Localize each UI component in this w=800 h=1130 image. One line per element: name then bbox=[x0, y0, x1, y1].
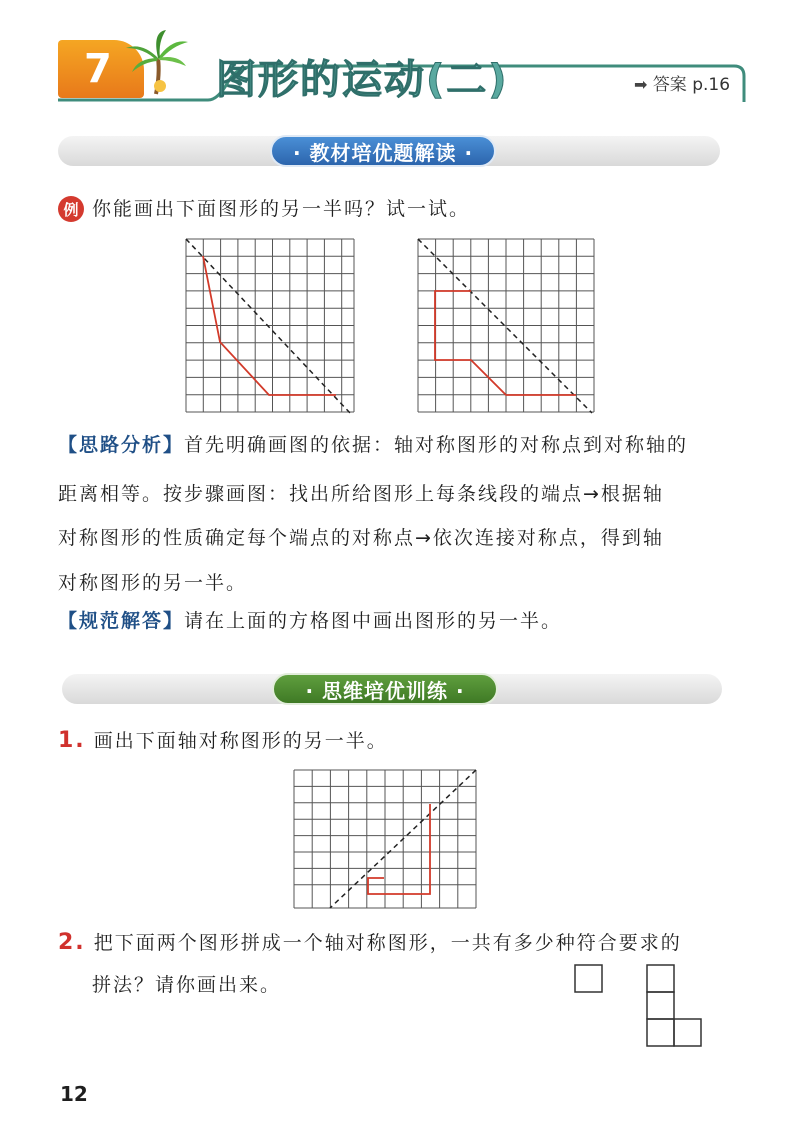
exercise-1-grid bbox=[290, 766, 480, 912]
single-square-shape bbox=[575, 965, 602, 992]
grid-lines bbox=[294, 770, 476, 908]
analysis-label: 【思路分析】 bbox=[58, 434, 185, 456]
answer-text: 请在上面的方格图中画出图形的另一半。 bbox=[184, 610, 563, 632]
answer-line bbox=[58, 604, 562, 638]
analysis-line-1 bbox=[58, 428, 738, 462]
arrow-right-icon: ➡ bbox=[634, 75, 648, 94]
section-title-textbook: · 教材培优题解读 · bbox=[270, 135, 496, 167]
palm-tree-icon bbox=[122, 28, 192, 98]
exercise-2-text-1: 把下面两个图形拼成一个轴对称图形，一共有多少种符合要求的 bbox=[93, 932, 682, 954]
exercise-2-line-2: 拼法？请你画出来。 bbox=[92, 974, 282, 996]
unit-number-badge: 7 bbox=[58, 40, 144, 98]
example-grid-right bbox=[414, 233, 599, 418]
analysis-line-3: 对称图形的性质确定每个端点的对称点→依次连接对称点，得到轴 bbox=[58, 527, 664, 549]
answer-reference bbox=[634, 70, 730, 95]
example-grid-left bbox=[182, 233, 357, 418]
exercise-1-number: 1. bbox=[58, 728, 86, 753]
example-badge: 例 bbox=[58, 196, 84, 222]
example-question: 你能画出下面图形的另一半吗？试一试。 bbox=[92, 198, 471, 220]
analysis-line-4: 对称图形的另一半。 bbox=[58, 572, 248, 594]
analysis-line-2: 距离相等。按步骤画图：找出所给图形上每条线段的端点→根据轴 bbox=[58, 483, 664, 505]
answer-reference-text: 答案 p.16 bbox=[652, 75, 731, 95]
exercise-1 bbox=[58, 724, 388, 758]
section-title-training: · 思维培优训练 · bbox=[272, 673, 498, 705]
analysis-text-1: 首先明确画图的依据：轴对称图形的对称点到对称轴的 bbox=[184, 434, 689, 456]
given-half-figure bbox=[368, 804, 430, 894]
exercise-2-shapes bbox=[570, 960, 710, 1052]
page-number: 12 bbox=[60, 1082, 88, 1106]
l-tetromino-shape bbox=[647, 965, 701, 1046]
page-title: 图形的运动(二) bbox=[216, 57, 509, 103]
exercise-2-line-1 bbox=[58, 926, 682, 960]
answer-label: 【规范解答】 bbox=[58, 610, 185, 632]
exercise-2-number: 2. bbox=[58, 930, 86, 955]
exercise-1-text: 画出下面轴对称图形的另一半。 bbox=[93, 730, 388, 752]
